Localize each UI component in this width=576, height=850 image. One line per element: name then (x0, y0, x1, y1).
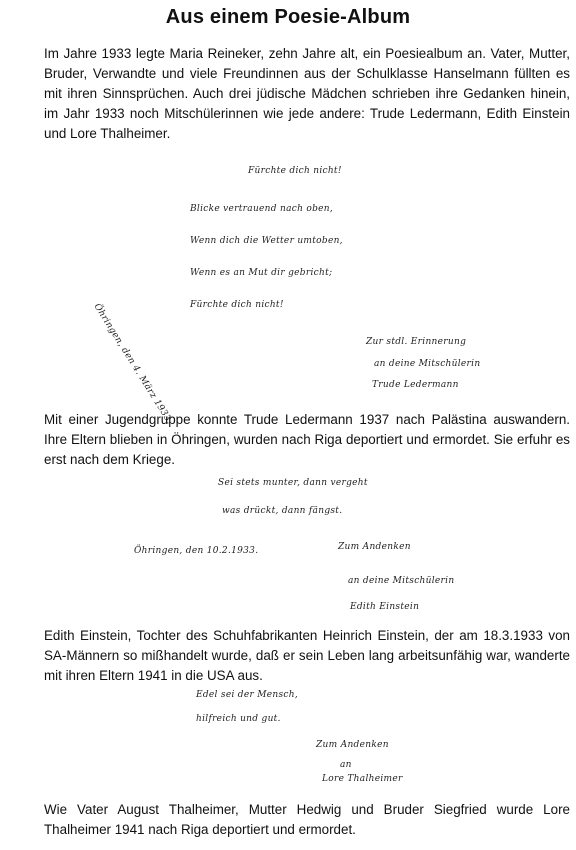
lore-paragraph: Wie Vater August Thalheimer, Mutter Hedwig und Bruder Siegfried wurde Lore Thalheimer 1941 nach Riga deportiert und ermordet. (44, 802, 570, 837)
handwritten-place-date: Öhringen, den 4. März 1933. (91, 302, 175, 427)
edith-paragraph: Edith Einstein, Tochter des Schuhfabrikanten Heinrich Einstein, der am 18.3.1933 von SA-Männern so mißhandelt wurde, daß er sein Leben lang arbeitsunfähig war, wanderte mit ihren Eltern 1941 in die USA aus. (44, 628, 570, 683)
handwritten-dedication: Zur stdl. Erinnerung (366, 337, 467, 347)
handwritten-dedication: an deine Mitschülerin (374, 359, 481, 369)
page-title: Aus einem Poesie-Album (165, 6, 411, 28)
handwritten-line: Edel sei der Mensch, (196, 690, 298, 700)
handwritten-dedication: Zum Andenken (338, 542, 411, 552)
handwritten-line: Blicke vertrauend nach oben, (190, 204, 334, 214)
handwritten-line: Fürchte dich nicht! (248, 166, 342, 176)
handwritten-line: hilfreich und gut. (196, 714, 281, 724)
handwritten-line: Wenn dich die Wetter umtoben, (190, 236, 343, 246)
handwritten-line: Sei stets munter, dann vergeht (218, 478, 368, 488)
handwritten-line: Fürchte dich nicht! (190, 300, 284, 310)
handwritten-signature: Edith Einstein (350, 602, 420, 612)
handwritten-line: Wenn es an Mut dir gebricht; (190, 268, 333, 278)
handwritten-line: was drückt, dann fängst. (222, 506, 343, 516)
handwritten-dedication: Zum Andenken (316, 740, 389, 750)
handwritten-dedication: an deine Mitschülerin (348, 576, 455, 586)
trude-paragraph: Mit einer Jugendgruppe konnte Trude Ledermann 1937 nach Palästina auswandern. Ihre Eltern blieben in Öhringen, wurden nach Riga deportiert und ermordet. Sie erfuhr es erst nach dem Kriege. (44, 412, 570, 467)
handwritten-signature: Trude Ledermann (372, 380, 459, 390)
handwritten-dedication: an (340, 760, 352, 770)
handwritten-place-date: Öhringen, den 10.2.1933. (134, 546, 259, 556)
handwritten-signature: Lore Thalheimer (322, 774, 403, 784)
intro-paragraph: Im Jahre 1933 legte Maria Reineker, zehn Jahre alt, ein Poesiealbum an. Vater, Mutter, Bruder, Verwandte und viele Freundinnen aus der Schulklasse Hanselmann füllten es mit ihren Sinnsprüchen. Auch drei jüdische Mädchen schrieben ihre Gedanken hinein, im Jahr 1933 noch Mitschülerinnen wie jede andere: Trude Ledermann, Edith Einstein und Lore Thalheimer. (44, 46, 570, 141)
